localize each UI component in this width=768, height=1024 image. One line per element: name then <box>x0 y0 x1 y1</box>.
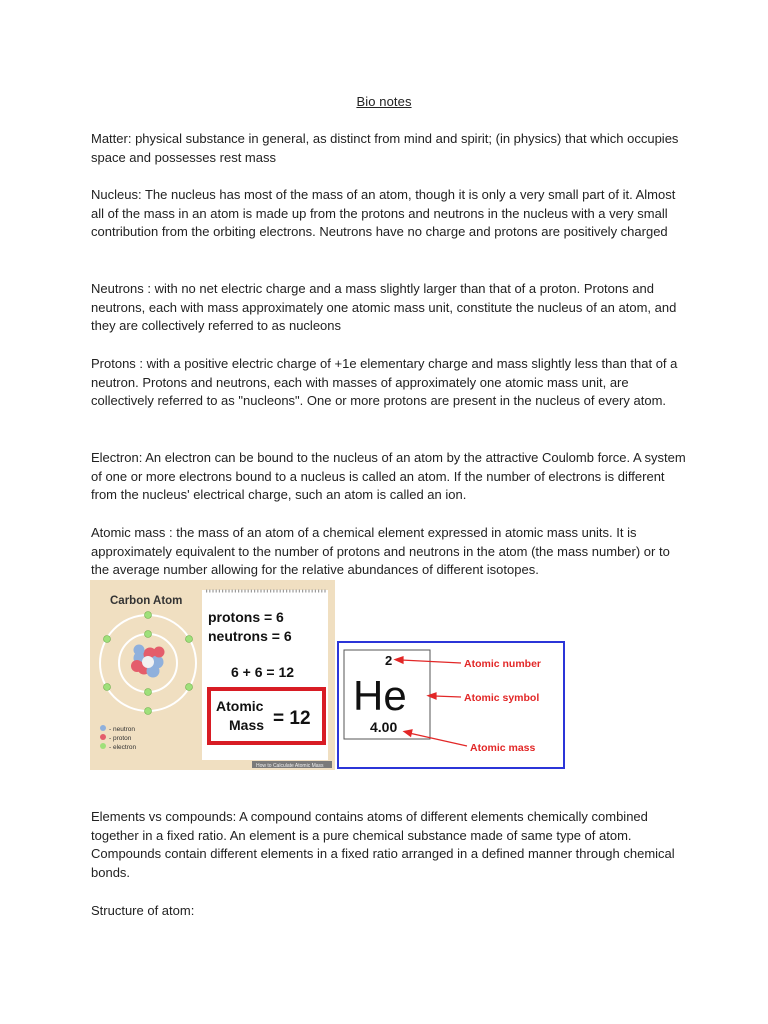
atomic-symbol: He <box>353 672 407 719</box>
watermark: How to Calculate Atomic Mass <box>256 763 324 769</box>
legend <box>100 725 136 751</box>
atomic-mass-value: = 12 <box>273 708 311 729</box>
protons-line: protons = 6 <box>208 609 284 625</box>
paragraph-structure-of-atom: Structure of atom: <box>91 903 195 918</box>
legend-proton-swatch <box>100 734 106 740</box>
label-atomic-number: Atomic number <box>464 658 542 670</box>
legend-neutron-swatch <box>100 725 106 731</box>
legend-proton: - proton <box>109 735 132 742</box>
paragraph-protons: Protons : with a positive electric charge of +1e elementary charge and mass slightly less than that of a neutron. Protons and neutrons, each with masses of approximately one atomic mass unit, are collectively referred to as "nucleons". One or more protons are present in the nucleus of every atom. <box>91 356 678 408</box>
paragraph-matter: Matter: physical substance in general, as distinct from mind and spirit; (in physics) that which occupies space and possesses rest mass <box>91 131 679 165</box>
atomic-mass: 4.00 <box>370 719 398 735</box>
figure-title: Carbon Atom <box>110 595 183 607</box>
paragraph-atomic-mass: Atomic mass : the mass of an atom of a chemical element expressed in atomic mass units. It is approximately equivalent to the number of protons and neutrons in the atom (the mass number) or to the average number allowing for the relative abundances of different isotopes. <box>91 525 670 577</box>
label-atomic-mass: Atomic mass <box>470 742 536 754</box>
legend-neutron: - neutron <box>109 726 136 733</box>
atomic-mass-label-2: Mass <box>229 717 265 733</box>
carbon-atom-figure <box>90 580 335 770</box>
paragraph-electron: Electron: An electron can be bound to the nucleus of an atom by the attractive Coulomb force. A system of one or more electrons bound to a nucleus is called an atom. If the number of electrons is different from the nucleus' electrical charge, such an atom is called an ion. <box>91 450 686 502</box>
atomic-number: 2 <box>385 653 393 668</box>
label-atomic-symbol: Atomic symbol <box>464 692 540 704</box>
legend-electron: - electron <box>109 744 137 751</box>
page-title: Bio notes <box>356 94 412 109</box>
helium-element-figure <box>337 641 565 769</box>
paragraph-nucleus: Nucleus: The nucleus has most of the mass of an atom, though it is only a very small part of it. Almost all of the mass in an atom is made up from the protons and neutrons in the nucleus with a very small contribution from the orbiting electrons. Neutrons have no charge and protons are positively charged <box>91 187 676 239</box>
neutrons-line: neutrons = 6 <box>208 628 292 644</box>
paragraph-elements-vs-compounds: Elements vs compounds: A compound contains atoms of different elements chemically combined together in a fixed ratio. An element is a pure chemical substance made of same type of atom. Compounds contain different elements in a fixed ratio arranged in a defined manner through chemical bonds. <box>91 809 675 880</box>
legend-electron-swatch <box>100 743 106 749</box>
paragraph-neutrons: Neutrons : with no net electric charge and a mass slightly larger than that of a proton. Protons and neutrons, each with mass approximately one atomic mass unit, constitute the nucleus of an atom, and they are collectively referred to as nucleons <box>91 281 677 333</box>
atomic-mass-label-1: Atomic <box>216 698 264 714</box>
sum-line: 6 + 6 = 12 <box>231 664 295 680</box>
